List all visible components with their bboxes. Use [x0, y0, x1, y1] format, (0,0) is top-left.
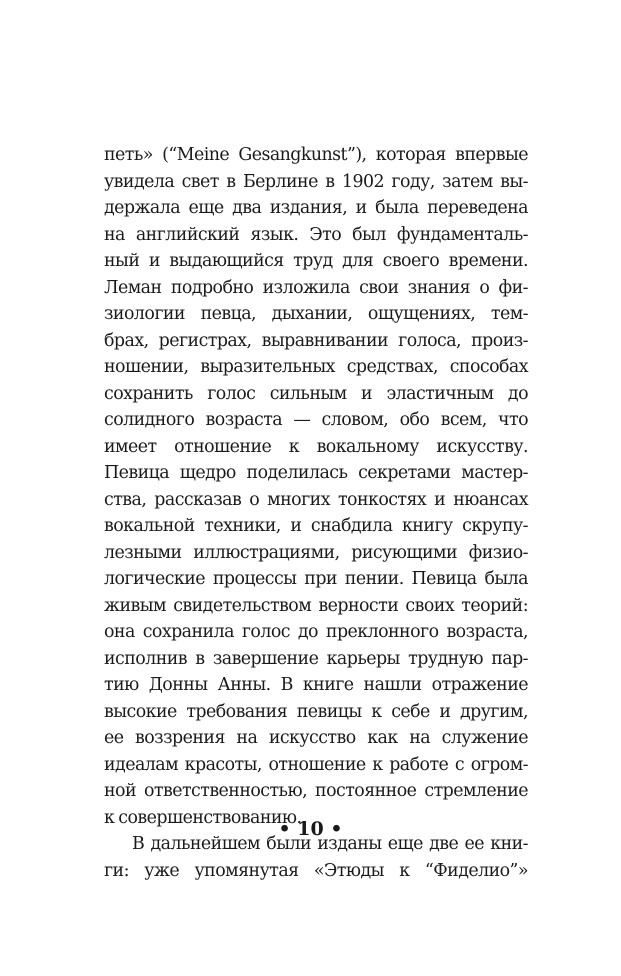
text-line: Леман подробно изложила свои знания о фи-	[104, 277, 528, 298]
text-line: лезными иллюстрациями, рисующими физио-	[104, 542, 528, 563]
text-line: вокальной техники, и снабдила книгу скрупу-	[104, 516, 528, 536]
text-line: высокие требования певицы к себе и другим,	[104, 701, 528, 722]
text-line: увидела свет в Берлине в 1902 году, затем вы-	[104, 171, 528, 192]
text-line: В дальнейшем были изданы еще две ее кни-	[132, 834, 528, 854]
text-line: ее воззрения на искусство как на служение	[104, 728, 528, 748]
text-line: идеалам красоты, отношение к работе с огром-	[104, 754, 528, 775]
paragraph-1	[104, 142, 528, 831]
text-line: петь» (“Meine Gesangkunst”), которая впервые	[104, 145, 528, 165]
text-line: имеет отношение к вокальному искусству.	[104, 436, 528, 457]
text-line: солидного возраста — словом, обо всем, что	[104, 410, 528, 430]
text-line: зиологии певца, дыхании, ощущениях, тем-	[104, 304, 528, 324]
text-line: исполнив в завершение карьеры трудную пар-	[104, 648, 528, 669]
text-line: Певица щедро поделилась секретами мастер-	[104, 463, 528, 483]
text-line: на английский язык. Это был фундаменталь-	[104, 224, 528, 245]
text-line: ги: уже упомянутая «Этюды к “Фиделио”»	[104, 860, 528, 881]
text-line: ный и выдающийся труд для своего времени.	[104, 251, 528, 271]
text-line: брах, регистрах, выравнивании голоса, произ-	[104, 330, 528, 351]
text-line: она сохранила голос до преклонного возраста,	[104, 622, 528, 642]
body-text	[104, 142, 528, 884]
text-line: ства, рассказав о многих тонкостях и нюансах	[104, 489, 528, 510]
page-number: • 10 •	[278, 818, 343, 840]
text-line: живым свидетельством верности своих теорий:	[104, 595, 528, 616]
text-line: сохранить голос сильным и эластичным до	[104, 383, 528, 404]
text-line: к совершенствованию.	[104, 807, 302, 828]
text-line: логические процессы при пении. Певица была	[104, 569, 528, 589]
text-line: держала еще два издания, и была переведена	[104, 198, 528, 218]
text-line: тию Донны Анны. В книге нашли отражение	[104, 675, 528, 695]
text-line: ношении, выразительных средствах, способах	[104, 357, 528, 377]
text-line: ной ответственностью, постоянное стремление	[104, 781, 528, 801]
